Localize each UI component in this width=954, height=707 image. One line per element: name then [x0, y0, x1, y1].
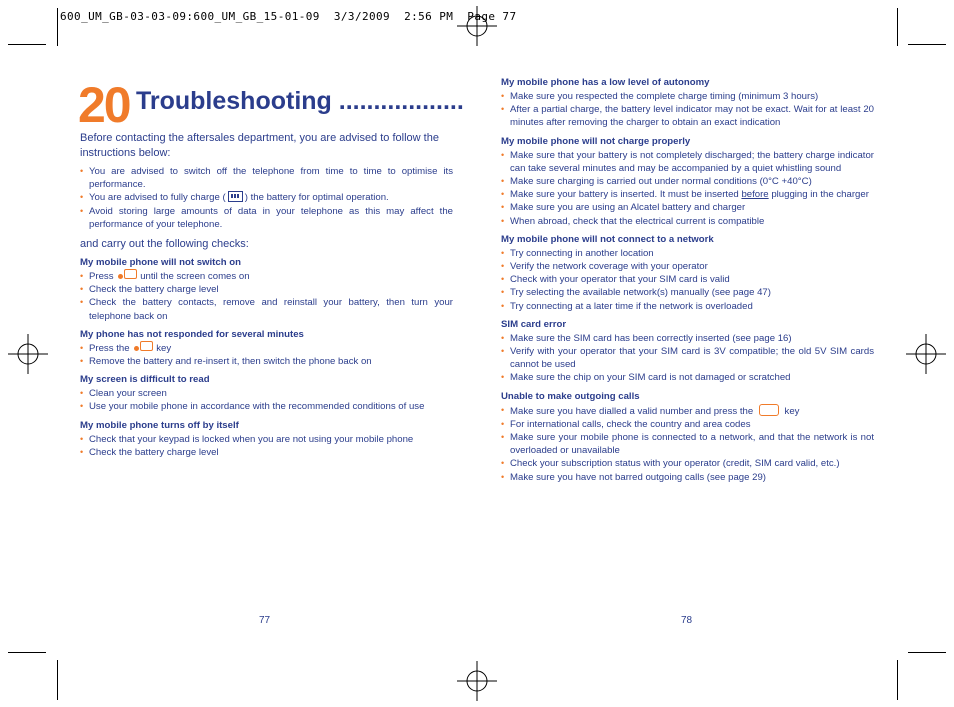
chapter-title: Troubleshooting ..................	[136, 87, 464, 115]
end-key-icon	[118, 271, 136, 280]
list-item: • Make sure your battery is inserted. It must be inserted before plugging in the charger	[501, 188, 874, 201]
section-title: My mobile phone will not charge properly	[501, 135, 691, 147]
section-list	[501, 90, 874, 130]
list-item: • For international calls, check the country and area codes	[501, 418, 874, 431]
list-item: • Check that your keypad is locked when you are not using your mobile phone	[80, 433, 453, 446]
right-column	[501, 77, 874, 484]
section-title: My mobile phone will not connect to a network	[501, 233, 714, 245]
intro-paragraph: Before contacting the aftersales department, you are advised to follow the instructions below:	[80, 132, 439, 159]
list-item: • Avoid storing large amounts of data in your telephone as this may affect the performance of your telephone.	[80, 205, 453, 231]
list-item: • Make sure you are using an Alcatel battery and charger	[501, 201, 874, 214]
checks-intro: and carry out the following checks:	[80, 238, 249, 251]
registration-mark-icon	[906, 334, 946, 374]
list-item: • You are advised to fully charge ( ) the battery for optimal operation.	[80, 191, 453, 204]
section-list	[501, 149, 874, 228]
list-item: • Verify with your operator that your SIM card is 3V compatible; the old 5V SIM cards cannot be used	[501, 345, 874, 371]
list-item: • Make sure you have dialled a valid number and press the key	[501, 404, 874, 418]
list-item: • Try connecting in another location	[501, 247, 874, 260]
list-item: • Clean your screen	[80, 387, 453, 400]
battery-icon	[228, 191, 243, 202]
section-list	[501, 247, 874, 313]
list-item: • After a partial charge, the battery level indicator may not be exact. Wait for at least 20 minutes after removing the charger to obtain an exact indication	[501, 103, 874, 129]
list-item: • Press the key	[80, 342, 453, 355]
list-item: • Try connecting at a later time if the network is overloaded	[501, 300, 874, 313]
section-title: My phone has not responded for several minutes	[80, 328, 304, 340]
list-item: • Make sure you have not barred outgoing calls (see page 29)	[501, 471, 874, 484]
list-item: • Press until the screen comes on	[80, 270, 453, 283]
list-item: • Check the battery charge level	[80, 283, 453, 296]
end-key-icon	[134, 343, 152, 352]
section-title: My mobile phone will not switch on	[80, 257, 241, 269]
crop-mark	[897, 8, 898, 46]
crop-mark	[908, 44, 946, 45]
list-item: • Check your subscription status with your operator (credit, SIM card valid, etc.)	[501, 457, 874, 470]
send-key-icon	[759, 404, 779, 416]
crop-mark	[8, 652, 46, 653]
list-item: • Make sure charging is carried out under normal conditions (0°C +40°C)	[501, 175, 874, 188]
crop-mark	[57, 660, 58, 700]
section-title: Unable to make outgoing calls	[501, 390, 640, 402]
crop-mark	[908, 652, 946, 653]
section-list	[80, 433, 453, 459]
crop-mark	[57, 8, 58, 46]
list-item: • Verify the network coverage with your operator	[501, 260, 874, 273]
chapter-number: 20	[78, 77, 130, 133]
section-list	[501, 404, 874, 484]
list-item: • Make sure your mobile phone is connected to a network, and that the network is not overloaded or unavailable	[501, 431, 874, 457]
list-item: • Make sure that your battery is not completely discharged; the battery charge indicator can take several minutes and may be accompanied by a quiet whistling sound	[501, 149, 874, 175]
section-title: My mobile phone has a low level of autonomy	[501, 77, 710, 88]
tips-list	[80, 165, 453, 231]
section-list	[80, 387, 453, 413]
print-slug-header: 600_UM_GB-03-03-09:600_UM_GB_15-01-09 3/3/2009 2:56 PM Page 77	[60, 10, 517, 23]
list-item: • Try selecting the available network(s) manually (see page 47)	[501, 286, 874, 299]
section-list	[80, 342, 453, 368]
registration-mark-icon	[457, 661, 497, 701]
list-item: • Check the battery contacts, remove and reinstall your battery, then turn your telephone back on	[80, 296, 453, 322]
list-item: • Use your mobile phone in accordance with the recommended conditions of use	[80, 400, 453, 413]
list-item: • You are advised to switch off the telephone from time to time to optimise its performance.	[80, 165, 453, 191]
crop-mark	[897, 660, 898, 700]
list-item: • Check with your operator that your SIM card is valid	[501, 273, 874, 286]
list-item: • Make sure the SIM card has been correctly inserted (see page 16)	[501, 332, 874, 345]
page-number-left: 77	[259, 615, 271, 626]
section-title: SIM card error	[501, 318, 567, 330]
page-number-right: 78	[681, 615, 693, 626]
section-title: My mobile phone turns off by itself	[80, 419, 239, 431]
list-item: • When abroad, check that the electrical current is compatible	[501, 215, 874, 228]
list-item: • Make sure you respected the complete charge timing (minimum 3 hours)	[501, 90, 874, 103]
section-list	[80, 270, 453, 323]
list-item: • Remove the battery and re-insert it, then switch the phone back on	[80, 355, 453, 368]
registration-mark-icon	[8, 334, 48, 374]
list-item: • Make sure the chip on your SIM card is not damaged or scratched	[501, 371, 874, 384]
section-list	[501, 332, 874, 385]
crop-mark	[8, 44, 46, 45]
section-title: My screen is difficult to read	[80, 374, 210, 386]
list-item: • Check the battery charge level	[80, 446, 453, 459]
left-column	[80, 131, 453, 459]
